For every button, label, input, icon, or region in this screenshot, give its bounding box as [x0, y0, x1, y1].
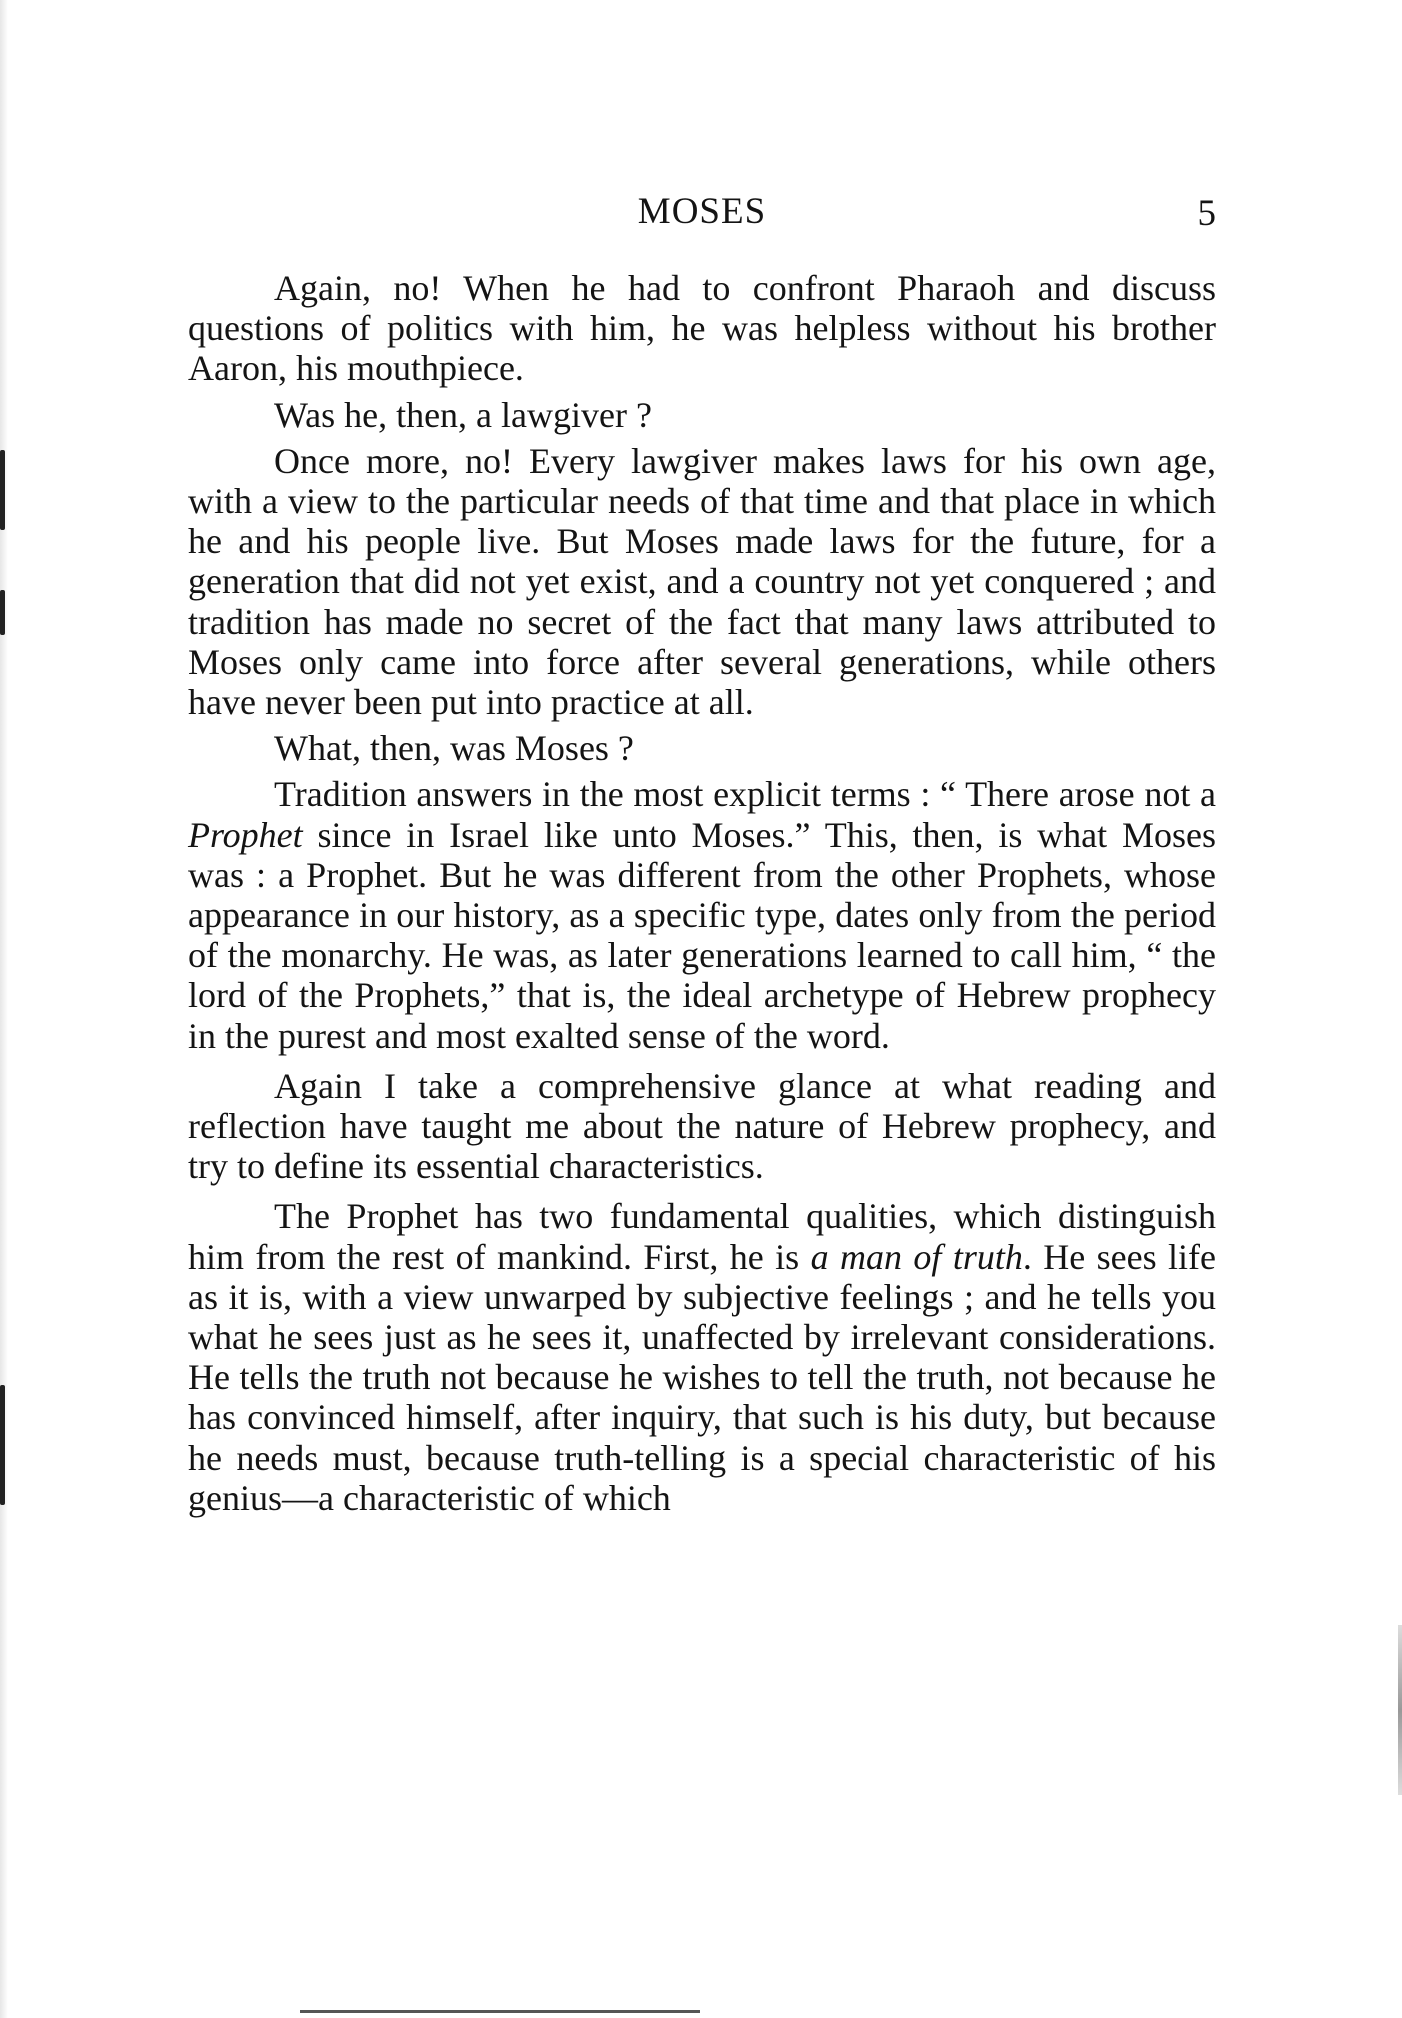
text-run: . He sees life as it is, with a view unwarped by subjective feelings ; and he tells you what he sees just as he sees it, unaffected by irrelevant considerations. He tells the truth not because he wishes to tell the truth, not because he has convinced himself, after inquiry, that such is his duty, but because he needs must, because truth-telling is a special characteristic of his genius—a characteristic of which — [188, 1236, 1216, 1518]
text-run: Again, no! When he had to confront Pharaoh and discuss questions of politics with him, he was helpless without his brother Aaron, his mouthpiece. — [188, 268, 1216, 389]
paragraph — [188, 268, 1216, 389]
paragraph — [188, 1196, 1216, 1518]
italic-text: a man of truth — [810, 1236, 1023, 1277]
paragraph — [188, 395, 1216, 435]
paragraph — [188, 774, 1216, 1055]
italic-text: Prophet — [188, 814, 303, 855]
text-run: since in Israel like unto Moses.” This, then, is what Moses was : a Prophet. But he was different from the other Prophets, whose appearance in our history, as a specific type, dates only from the period of the monarchy. He was, as later generations learned to call him, “ the lord of the Prophets,” that is, the ideal archetype of Hebrew prophecy in the purest and most exalted sense of the word. — [188, 814, 1216, 1056]
body-text — [188, 268, 1216, 1518]
scan-edge-shadow — [0, 0, 8, 2018]
page-number: 5 — [1197, 193, 1216, 234]
bottom-rule — [300, 2010, 700, 2013]
text-run: The Prophet has two fundamental qualities, which distinguish him from the rest of mankind. First, he is — [188, 1196, 1216, 1277]
running-head: MOSES — [637, 191, 767, 232]
binding-mark — [0, 590, 5, 635]
text-run: What, then, was Moses ? — [274, 728, 634, 769]
text-run: Again I take a comprehensive glance at what reading and reflection have taught me about the nature of Hebrew prophecy, and try to define its essential characteristics. — [188, 1065, 1216, 1187]
text-run: Tradition answers in the most explicit terms : “ There arose not a — [274, 774, 1216, 815]
binding-mark — [0, 1385, 5, 1505]
paragraph — [188, 1066, 1216, 1187]
page-header — [188, 190, 1216, 240]
scan-edge-mark — [1398, 1625, 1402, 1795]
paragraph — [188, 441, 1216, 722]
text-run: Once more, no! Every lawgiver makes laws for his own age, with a view to the particular needs of that time and that place in which he and his people live. But Moses made laws for the future, for a generation that did not yet exist, and a country not yet conquered ; and tradition has made no secret of the fact that many laws attributed to Moses only came into force after several generations, while others have never been put into practice at all. — [188, 440, 1216, 723]
text-run: Was he, then, a lawgiver ? — [274, 394, 652, 435]
paragraph — [188, 728, 1216, 768]
binding-mark — [0, 450, 5, 530]
